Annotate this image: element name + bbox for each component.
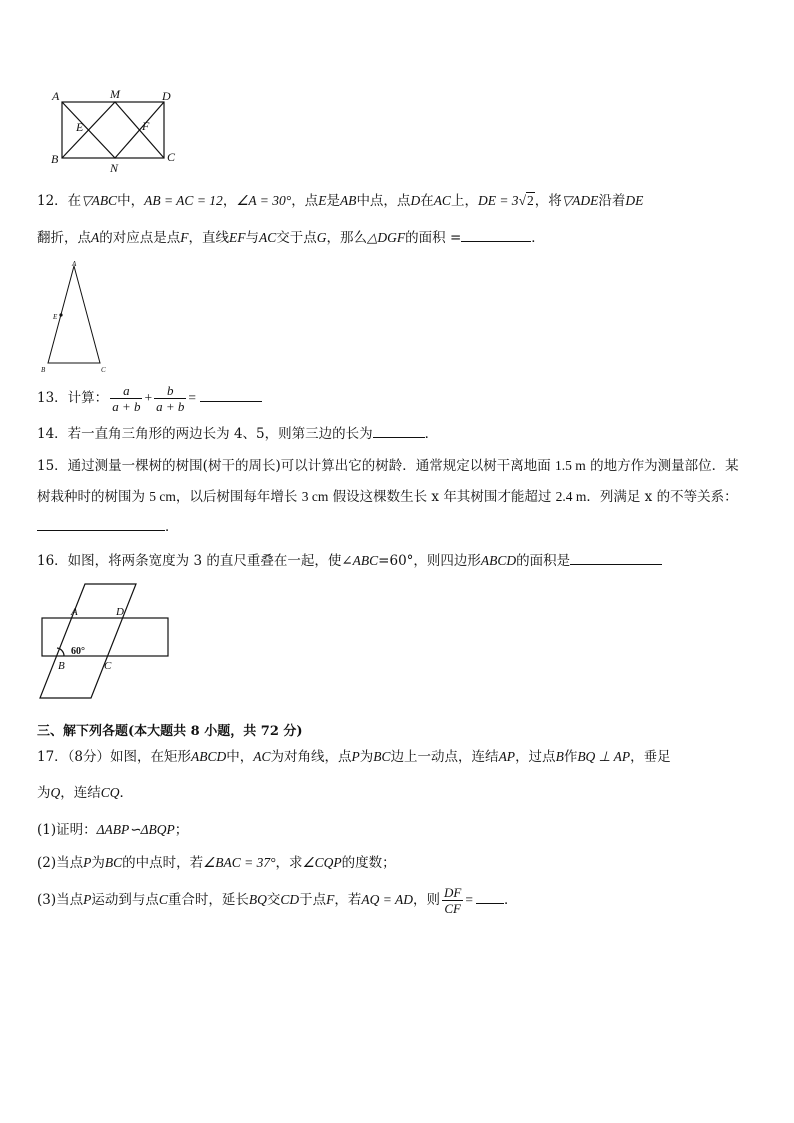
q17-part2: (2)当点P为BC的中点时，若∠BAC = 37°，求∠CQP的度数； — [37, 855, 396, 871]
figure-rectangle-rhombus — [48, 86, 188, 176]
q14-line: 14．若一直角三角形的两边长为 4、5，则第三边的长为 ． — [37, 426, 439, 442]
q13-line: 13．计算： $\frac{a}{a + b}$ + $\frac{b}{a + b}$ = — [37, 383, 262, 414]
label-F: F — [142, 119, 150, 133]
q15-line1: 15．通过测量一棵树的树围(树干的周长)可以计算出它的树龄．通常规定以树干离地面 1.5 m 的地方作为测量部位．某 — [37, 458, 739, 474]
label-B: B — [58, 660, 65, 672]
label-M: M — [110, 87, 120, 101]
q15-line2: 树栽种时的树围为 5 cm，以后树围每年增长 3 cm 假设这棵数生长 x 年其树围才能超过 2.4 m．列满足 x 的不等关系： — [37, 489, 738, 505]
figure-isosceles-triangle — [38, 258, 118, 376]
answer-blank-q13[interactable] — [200, 401, 262, 402]
q12-line2: 翻折，点A的对应点是点F，直线EF与AC交于点G，那么△DGF的面积 = ． — [37, 230, 545, 246]
sqrt-2: √2 — [518, 193, 534, 208]
label-A: A — [71, 606, 78, 618]
label-angle-60: 60° — [71, 646, 85, 657]
label-D: D — [162, 89, 171, 103]
label-C: C — [101, 366, 106, 374]
fraction-df-over-cf: $\frac{DF}{CF}$ — [444, 885, 462, 916]
answer-blank-q12[interactable] — [461, 241, 531, 242]
label-E: E — [53, 313, 58, 321]
answer-blank-q15[interactable] — [37, 530, 165, 531]
answer-blank-q17[interactable] — [476, 903, 504, 904]
label-B: B — [51, 152, 59, 166]
q17-part3: (3)当点P运动到与点C重合时，延长BQ交CD于点F，若AQ = AD，则 $\frac{DF}{CF}$ = ． — [37, 885, 518, 916]
q16-line: 16．如图，将两条宽度为 3 的直尺重叠在一起，使∠ABC=60°，则四边形ABCD的面积是 — [37, 554, 662, 569]
q15-line3: ． — [37, 521, 179, 535]
label-A: A — [52, 89, 60, 103]
answer-blank-q16[interactable] — [570, 564, 662, 565]
answer-blank-q14[interactable] — [373, 437, 425, 438]
label-E: E — [76, 120, 84, 134]
section-3-heading: 三、解下列各题(本大题共 8 小题，共 72 分) — [37, 724, 303, 739]
label-D: D — [116, 606, 124, 618]
label-N: N — [110, 161, 119, 175]
label-C: C — [167, 150, 176, 164]
fraction-a-over-a-plus-b: $\frac{a}{a + b}$ — [112, 383, 141, 414]
q17-line1: 17．（8分）如图，在矩形ABCD中，AC为对角线，点P为BC边上一动点，连结AP，过点B作BQ ⊥ AP，垂足 — [37, 749, 671, 765]
q12-line1: 12．在▽ABC中，AB = AC = 12，∠A = 30°，点E是AB中点，点D在AC上，DE = 3√2，将▽ADE沿着DE — [37, 193, 644, 209]
label-C: C — [104, 660, 112, 672]
q17-part1: (1)证明：ΔABP∽ΔBQP； — [37, 822, 189, 838]
label-A: A — [72, 260, 77, 268]
figure-overlapping-rulers — [38, 580, 178, 702]
q17-line2: 为Q，连结CQ． — [37, 785, 134, 801]
fraction-b-over-a-plus-b: $\frac{b}{a + b}$ — [156, 383, 185, 414]
label-B: B — [41, 366, 46, 374]
